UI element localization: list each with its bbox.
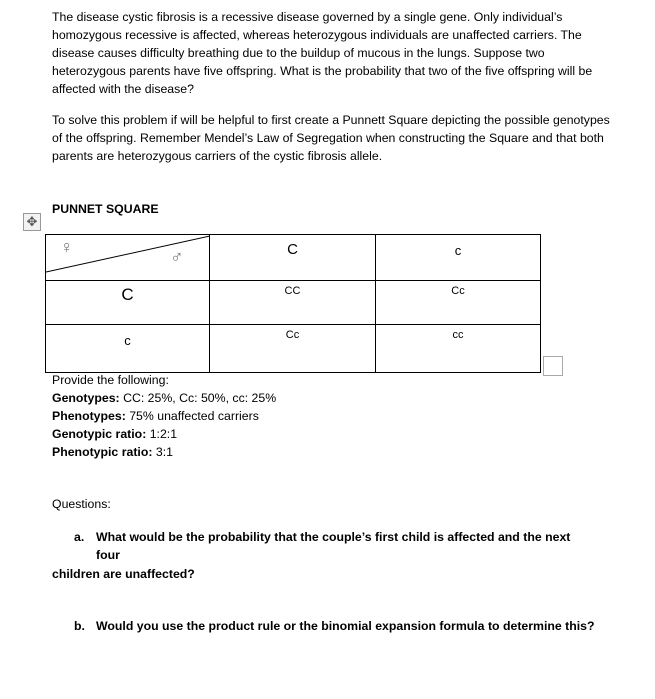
male-allele-1: C xyxy=(210,235,376,281)
corner-cell xyxy=(46,235,210,281)
answer-phenotypic-ratio xyxy=(52,443,276,461)
answer-value: 3:1 xyxy=(152,445,173,459)
answer-value: 75% unaffected carriers xyxy=(125,409,259,423)
answer-label: Genotypes: xyxy=(52,391,120,405)
answer-phenotypes xyxy=(52,407,276,425)
male-allele-2: c xyxy=(376,235,541,281)
answer-genotypes xyxy=(52,389,276,407)
table-resize-handle[interactable] xyxy=(543,356,563,376)
questions-heading: Questions: xyxy=(52,497,111,511)
punnett-heading: PUNNET SQUARE xyxy=(52,202,159,216)
question-a-line2: four xyxy=(96,548,120,562)
offspring-cell: Cc xyxy=(376,281,541,325)
answers-intro: Provide the following: xyxy=(52,373,169,387)
question-a-marker: a. xyxy=(74,530,85,544)
female-symbol-icon: ♀ xyxy=(60,237,74,257)
instructions-paragraph: To solve this problem if will be helpful to first create a Punnett Square depicting the possible genotypes of the offspring. Remember Mendel’s Law of Segregation when constructing the Square and that both parents are heterozygous carriers of the cystic fibrosis allele. xyxy=(52,113,610,163)
male-symbol-icon: ♂ xyxy=(170,247,184,267)
answer-genotypic-ratio xyxy=(52,425,276,443)
question-a-line3: children are unaffected? xyxy=(52,567,195,581)
question-b-text: Would you use the product rule or the binomial expansion formula to determine this? xyxy=(96,619,595,633)
offspring-cell: CC xyxy=(210,281,376,325)
answer-label: Phenotypic ratio: xyxy=(52,445,153,459)
table-move-handle-icon[interactable]: ✥ xyxy=(23,213,41,231)
answer-value: 1:2:1 xyxy=(146,427,178,441)
female-allele-2: c xyxy=(46,325,210,373)
answer-label: Phenotypes: xyxy=(52,409,126,423)
offspring-cell: Cc xyxy=(210,325,376,373)
punnett-square xyxy=(45,234,541,373)
question-a-line1: What would be the probability that the couple’s first child is affected and the next xyxy=(96,530,571,544)
answer-label: Genotypic ratio: xyxy=(52,427,147,441)
answer-value: CC: 25%, Cc: 50%, cc: 25% xyxy=(119,391,277,405)
answers-block xyxy=(52,371,276,461)
intro-paragraph: The disease cystic fibrosis is a recessive disease governed by a single gene. Only individual’s homozygous recessive is affected, whereas heterozygous individuals are unaffected carriers. The disease causes difficulty breathing due to the buildup of mucous in the lungs. Suppose two heterozygous parents have five offspring. What is the probability that two of the five offspring will be affected with the disease? xyxy=(52,10,593,96)
question-b-marker: b. xyxy=(74,619,85,633)
offspring-cell: cc xyxy=(376,325,541,373)
female-allele-1: C xyxy=(46,281,210,325)
